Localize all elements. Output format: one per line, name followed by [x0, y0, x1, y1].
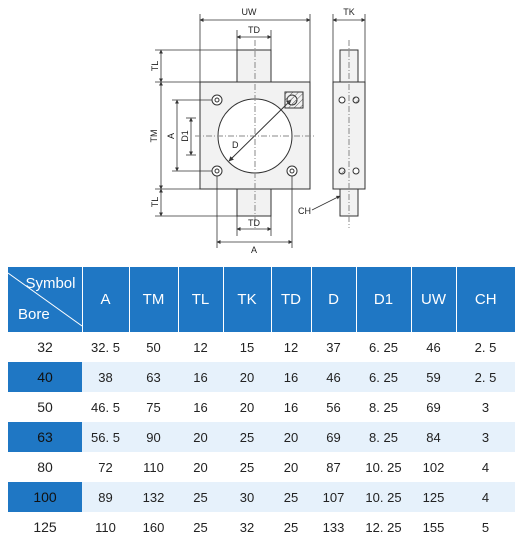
value-cell: 25 — [239, 459, 255, 475]
bore-cell: 80 — [37, 459, 53, 475]
header-row — [8, 267, 515, 332]
value-cell: 20 — [239, 399, 255, 415]
value-cell: 12 — [193, 339, 208, 355]
header-a: A — [82, 267, 129, 332]
table-body — [8, 332, 515, 542]
value-cell: 20 — [193, 459, 208, 475]
value-cell: 160 — [142, 519, 165, 535]
value-cell: 38 — [82, 362, 129, 392]
label-tl-top: TL — [150, 60, 160, 72]
value-cell: 16 — [271, 362, 311, 392]
value-cell: 8. 25 — [356, 422, 411, 452]
table-row — [8, 422, 515, 452]
value-cell: 16 — [283, 399, 299, 415]
bore-cell: 50 — [37, 399, 53, 415]
value-cell: 30 — [223, 482, 271, 512]
value-cell: 110 — [95, 519, 116, 535]
label-d: D — [232, 140, 239, 150]
value-cell: 46 — [311, 362, 356, 392]
table-row — [8, 482, 515, 512]
value-cell: 46 — [426, 339, 441, 355]
value-cell: 125 — [411, 482, 456, 512]
value-cell: 155 — [422, 519, 445, 535]
label-td-bottom: TD — [248, 218, 260, 228]
value-cell: 69 — [311, 422, 356, 452]
dimension-table — [8, 267, 515, 542]
value-cell: 25 — [271, 482, 311, 512]
value-cell: 84 — [411, 422, 456, 452]
label-td-top: TD — [248, 25, 260, 35]
value-cell: 25 — [283, 519, 299, 535]
value-cell: 102 — [422, 459, 445, 475]
bore-cell: 40 — [8, 362, 82, 392]
table-row — [8, 332, 515, 362]
value-cell: 20 — [223, 362, 271, 392]
table-row — [8, 452, 515, 482]
value-cell: 3 — [456, 422, 515, 452]
value-cell: 59 — [411, 362, 456, 392]
value-cell: 46. 5 — [91, 399, 120, 415]
value-cell: 3 — [481, 399, 490, 415]
table-row — [8, 362, 515, 392]
header-ch: CH — [456, 267, 515, 332]
header-bore-label: Bore — [18, 306, 50, 323]
value-cell: 16 — [193, 399, 208, 415]
value-cell: 4 — [481, 459, 490, 475]
value-cell: 5 — [481, 519, 490, 535]
header-td: TD — [271, 267, 311, 332]
bore-cell: 63 — [8, 422, 82, 452]
value-cell: 25 — [223, 422, 271, 452]
header-d: D — [311, 267, 356, 332]
value-cell: 87 — [326, 459, 341, 475]
value-cell: 56. 5 — [82, 422, 129, 452]
value-cell: 25 — [193, 519, 208, 535]
value-cell: 6. 25 — [356, 362, 411, 392]
bore-cell: 32 — [37, 339, 53, 355]
value-cell: 2. 5 — [474, 339, 497, 355]
trunnion-mount-drawing — [0, 0, 522, 262]
value-cell: 20 — [271, 422, 311, 452]
bore-cell: 100 — [8, 482, 82, 512]
value-cell: 75 — [146, 399, 161, 415]
dimension-tl-top — [155, 50, 237, 82]
label-tm: TM — [149, 129, 159, 143]
header-symbol-label: Symbol — [25, 275, 76, 292]
value-cell: 12. 25 — [365, 519, 402, 535]
value-cell: 133 — [322, 519, 345, 535]
header-corner-cell — [8, 267, 82, 332]
value-cell: 25 — [178, 482, 223, 512]
value-cell: 37 — [326, 339, 341, 355]
value-cell: 20 — [178, 422, 223, 452]
value-cell: 20 — [283, 459, 299, 475]
label-ch: CH — [298, 206, 311, 216]
value-cell: 107 — [311, 482, 356, 512]
label-tk: TK — [343, 7, 355, 17]
value-cell: 63 — [129, 362, 178, 392]
value-cell: 6. 25 — [369, 339, 398, 355]
value-cell: 72 — [98, 459, 113, 475]
header-uw: UW — [411, 267, 456, 332]
value-cell: 89 — [82, 482, 129, 512]
front-view — [195, 40, 315, 228]
side-view — [312, 14, 365, 228]
label-uw: UW — [241, 7, 257, 17]
table-row — [8, 512, 515, 542]
value-cell: 32. 5 — [91, 339, 120, 355]
value-cell: 110 — [143, 459, 164, 475]
value-cell: 69 — [426, 399, 441, 415]
value-cell: 8. 25 — [369, 399, 398, 415]
value-cell: 10. 25 — [365, 459, 402, 475]
value-cell: 90 — [129, 422, 178, 452]
value-cell: 132 — [129, 482, 178, 512]
label-a-vertical: A — [166, 132, 176, 140]
header-d1: D1 — [356, 267, 411, 332]
value-cell: 56 — [326, 399, 341, 415]
header-tk: TK — [223, 267, 271, 332]
value-cell: 12 — [283, 339, 299, 355]
value-cell: 4 — [456, 482, 515, 512]
label-d1: D1 — [180, 130, 190, 142]
label-tl-bottom: TL — [150, 196, 160, 208]
value-cell: 15 — [239, 339, 255, 355]
value-cell: 32 — [239, 519, 255, 535]
header-tl: TL — [178, 267, 223, 332]
table-row — [8, 392, 515, 422]
value-cell: 10. 25 — [356, 482, 411, 512]
value-cell: 2. 5 — [456, 362, 515, 392]
label-a-bottom: A — [250, 245, 258, 255]
value-cell: 50 — [146, 339, 161, 355]
header-tm: TM — [129, 267, 178, 332]
dimension-tl-bottom — [155, 189, 237, 216]
bore-cell: 125 — [33, 519, 57, 535]
value-cell: 16 — [178, 362, 223, 392]
